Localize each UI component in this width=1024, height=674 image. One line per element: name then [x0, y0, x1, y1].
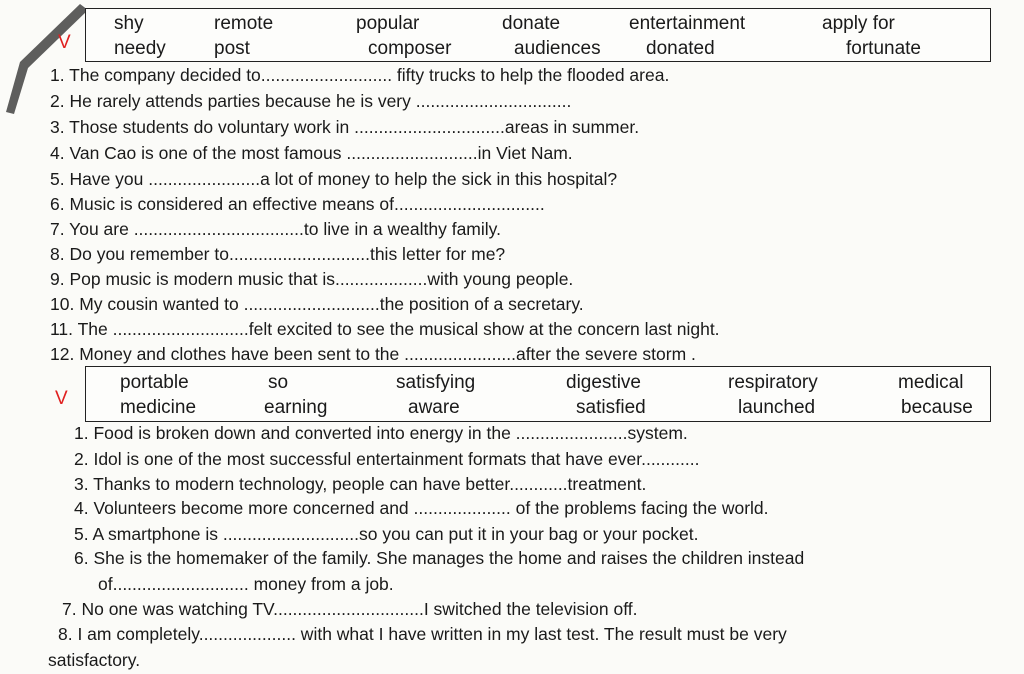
word-box-item: needy [114, 38, 166, 59]
section1-sentence: 1. The company decided to........................... fifty trucks to help the flooded area. [50, 65, 670, 85]
section1-sentence: 6. Music is considered an effective means of............................... [50, 194, 545, 214]
word-box-item: because [901, 397, 973, 418]
section2-sentence: 1. Food is broken down and converted into energy in the .......................system. [74, 423, 688, 443]
section1-check-mark: V [58, 32, 71, 53]
section2-sentence: 2. Idol is one of the most successful entertainment formats that have ever............ [74, 449, 700, 469]
word-box-item: apply for [822, 13, 895, 34]
section1-sentence: 8. Do you remember to.............................this letter for me? [50, 244, 506, 264]
word-box-item: entertainment [629, 13, 746, 34]
word-box-item: earning [264, 397, 328, 418]
section1-sentence: 11. The ............................felt excited to see the musical show at the concern last night. [50, 319, 720, 339]
section2-sentence: 6. She is the homemaker of the family. She manages the home and raises the children instead [74, 548, 805, 568]
word-box-item: respiratory [728, 372, 818, 393]
word-box-item: so [268, 372, 289, 393]
word-box-item: popular [356, 13, 420, 34]
word-box-item: donate [502, 13, 561, 34]
section1-sentence: 2. He rarely attends parties because he is very ................................ [50, 91, 572, 111]
word-box-item: medicine [120, 397, 197, 418]
section2-sentence: 4. Volunteers become more concerned and .................... of the problems facing the world. [74, 498, 769, 518]
word-box-item: remote [214, 13, 274, 34]
section1-sentence: 12. Money and clothes have been sent to the .......................after the severe storm . [50, 344, 696, 364]
section2-word-box [85, 366, 991, 422]
section1-sentence: 3. Those students do voluntary work in ...............................areas in summer. [50, 117, 640, 137]
word-box-item: portable [120, 372, 189, 393]
word-box-item: satisfying [396, 372, 476, 393]
word-box-item: launched [738, 397, 816, 418]
word-box-item: satisfied [576, 397, 646, 418]
section2-sentence: 5. A smartphone is ............................so you can put it in your bag or your pocket. [74, 524, 699, 544]
section2-sentence-continued: satisfactory. [48, 650, 141, 670]
word-box-item: digestive [566, 372, 641, 393]
word-box-item: audiences [514, 38, 601, 59]
word-box-item: medical [898, 372, 964, 393]
section1-sentence: 5. Have you .......................a lot of money to help the sick in this hospital? [50, 169, 618, 189]
word-box-item: fortunate [846, 38, 921, 59]
section2-sentence: 7. No one was watching TV...............................I switched the television off. [62, 599, 638, 619]
word-box-item: donated [646, 38, 715, 59]
word-box-item: shy [114, 13, 144, 34]
word-box-item: composer [368, 38, 452, 59]
section1-sentence: 7. You are ...................................to live in a wealthy family. [50, 219, 501, 239]
section2-sentence: 3. Thanks to modern technology, people can have better............treatment. [74, 474, 647, 494]
section2-sentence: 8. I am completely.................... with what I have written in my last test. The result must be very [58, 624, 787, 644]
section1-sentence: 9. Pop music is modern music that is...................with young people. [50, 269, 574, 289]
section1-word-box [85, 8, 991, 62]
word-box-item: post [214, 38, 250, 59]
section1-sentence: 10. My cousin wanted to ............................the position of a secretary. [50, 294, 584, 314]
section2-check-mark: V [55, 388, 68, 409]
section1-sentence: 4. Van Cao is one of the most famous ...........................in Viet Nam. [50, 143, 573, 163]
word-box-item: aware [408, 397, 460, 418]
section2-sentence-continued: of............................ money from a job. [98, 574, 394, 594]
